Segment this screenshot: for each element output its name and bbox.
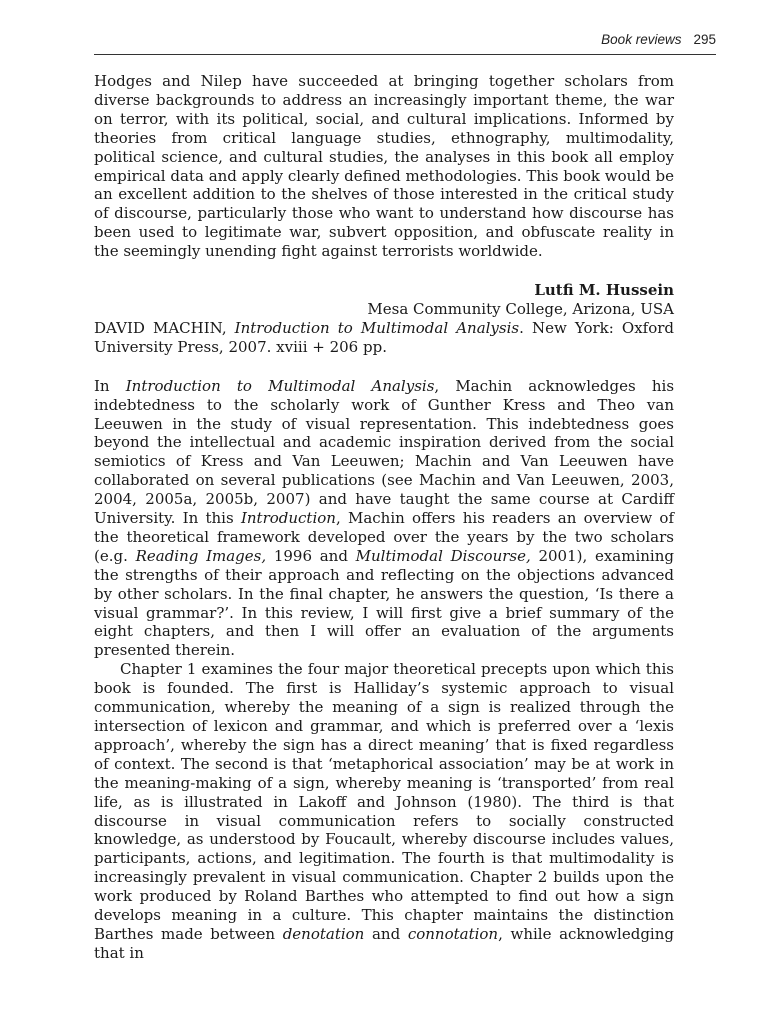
previous-review-closing-paragraph: Hodges and Nilep have succeeded at bringing together scholars from diverse backgrounds to address an increasingly important theme, the war on terror, with its political, social, and cultural implications. Informed by theories from critical language studies, ethnography, multimodality, political science, and cultural studies, the analyses in this book all employ empirical data and apply clearly defined methodologies. This book would be an excellent addition to the shelves of those interested in the critical study of discourse, particularly those who want to understand how discourse has been used to legitimate war, subvert opposition, and obfuscate reality in the seemingly unending fight against terrorists worldwide. [94,72,674,261]
p1-text-c: , Machin acknowledges his indebtedness to the scholarly work of Gunther Kress and Theo van Leeuwen in the study of visual representation. This indebtedness goes beyond the intellectual and academic inspiration derived from the social semiotics of Kress and Van Leeuwen; Machin and Van Leeuwen have collaborated on several publications (see Machin and Van Leeuwen, 2003, 2004, 2005a, 2005b, 2007) and have taught the same course at Cardiff University. In this [94,376,675,528]
p2-text-c: and [364,924,408,943]
p1-italic-introduction: Introduction [240,509,336,528]
citation-title: Introduction to Multimodal Analysis [234,318,520,337]
p2-text-a: Chapter 1 examines the four major theoretical precepts upon which this book is founded. The first is Halliday’s systemic approach to visual communication, whereby the meaning of a sign is realized through the intersection of lexicon and grammar, and which is preferred over a ‘lexis approach’, whereby the sign has a direct meaning’ that is fixed regardless of context. The second is that ‘metaphorical association’ may be at work in the meaning-making of a sign, whereby meaning is ‘transported’ from real life, as is illustrated in Lakoff and Johnson (1980). The third is that discourse in visual communication refers to socially constructed knowledge, as understood by Foucault, whereby discourse includes values, participants, actions, and legitimation. The fourth is that multimodality is increasingly prevalent in visual communication. Chapter 2 builds upon the work produced by Roland Barthes who attempted to find out how a sign develops meaning in a culture. This chapter maintains the distinction Barthes made between [94,660,674,943]
p2-text-e: , while acknowledging that in [94,924,674,962]
p2-italic-connotation: connotation [407,924,499,943]
running-head-section: Book reviews [601,32,682,47]
citation-author: DAVID MACHIN, [94,318,235,337]
p1-italic-book-title: Introduction to Multimodal Analysis [125,376,435,395]
p1-italic-reading-images: Reading Images, [135,546,267,565]
citation-details: . New York: Oxford University Press, 2007. xviii + 206 pp. [94,318,675,356]
reviewer-affiliation: Mesa Community College, Arizona, USA [367,299,674,318]
p1-text-g: 1996 and [266,546,356,565]
review-paragraph-1 [94,377,674,661]
running-head [94,32,716,55]
reviewer-name: Lutfi M. Hussein [534,281,674,300]
p1-text-a: In [94,376,126,395]
p2-italic-denotation: denotation [282,924,365,943]
p1-italic-multimodal-discourse: Multimodal Discourse, [355,546,531,565]
p1-text-e: , Machin offers his readers an overview of the theoretical framework developed over the years by the two scholars (e.g. [94,509,675,565]
page-number: 295 [693,32,716,47]
book-citation [94,319,674,357]
page-content [94,72,674,963]
review-body [94,377,674,963]
reviewer-signature [94,281,674,319]
p1-text-i: 2001), examining the strengths of their approach and reflecting on the objections advanced by other scholars. In the final chapter, he answers the question, ‘Is there a visual grammar?’. In this review, I will first give a brief summary of the eight chapters, and then I will offer an evaluation of the arguments presented therein. [94,546,674,660]
review-paragraph-2 [94,660,674,963]
